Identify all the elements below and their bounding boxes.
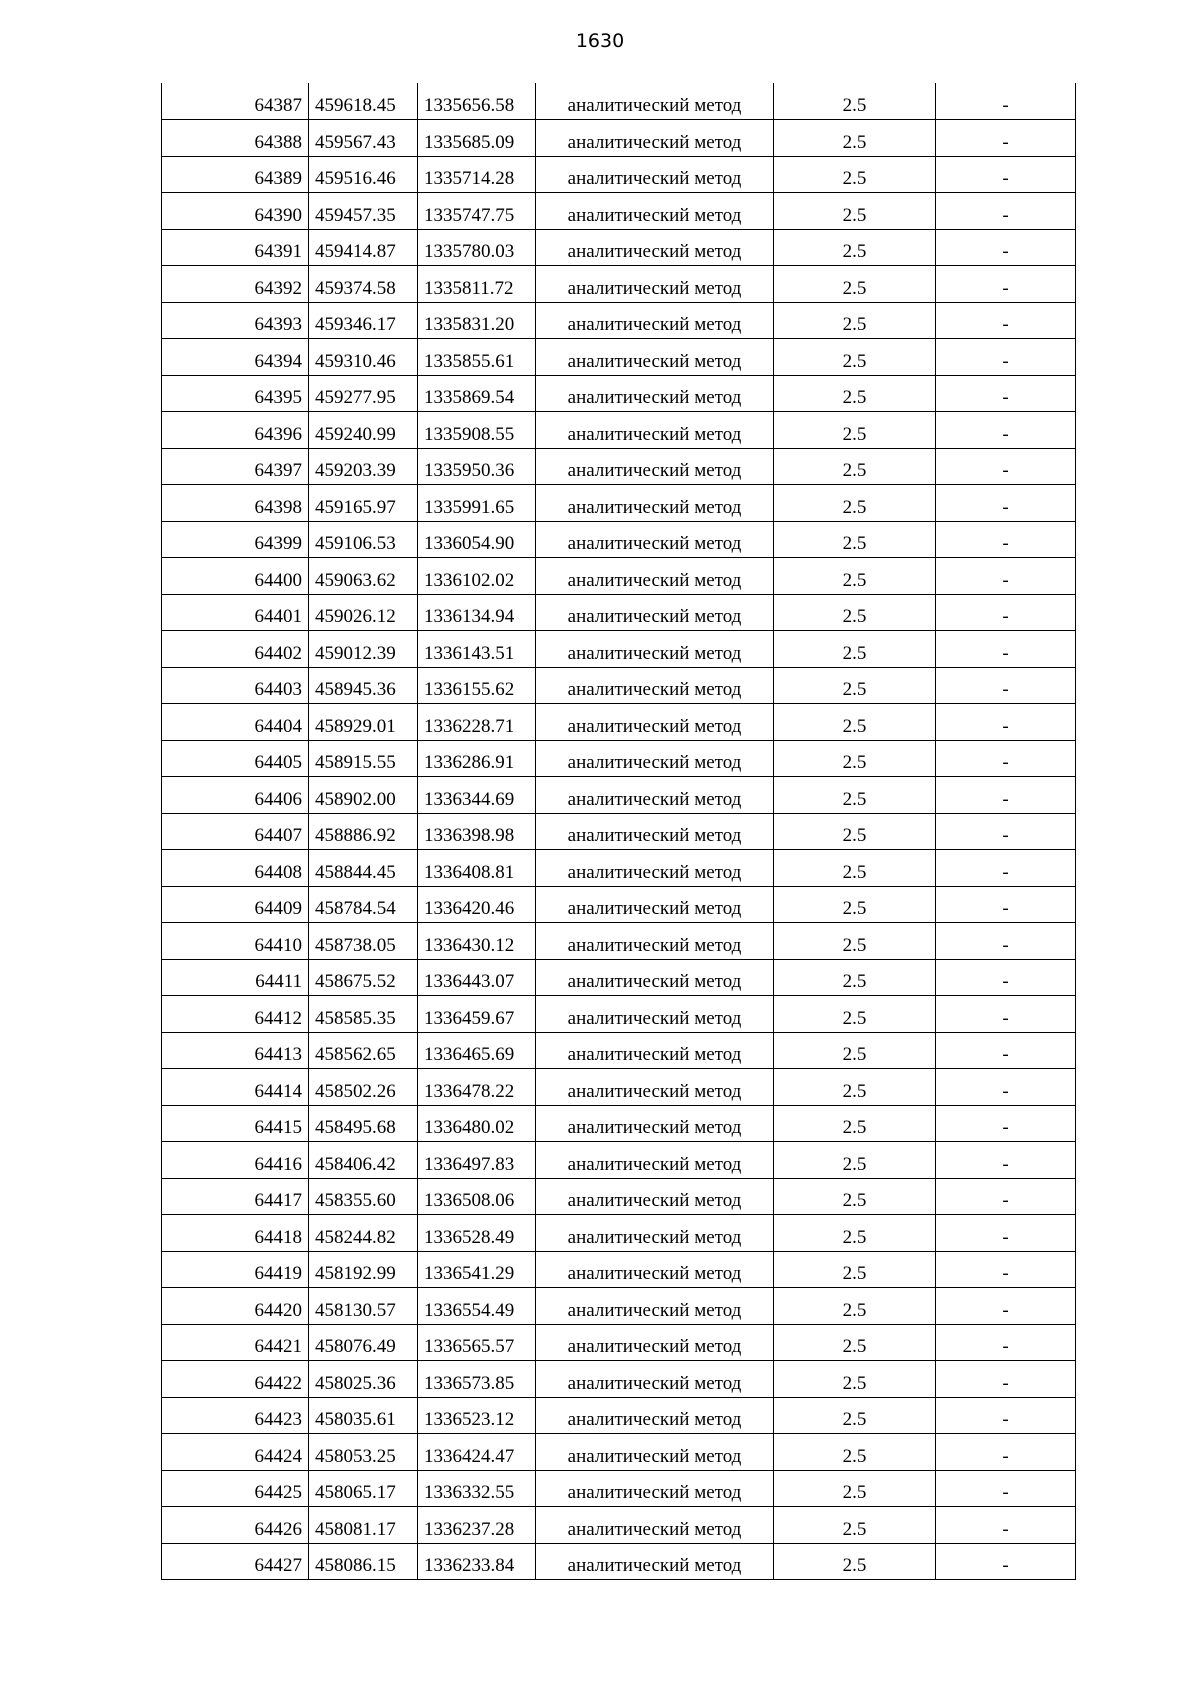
point-number-cell: 64405 [162, 740, 309, 777]
precision-cell: 2.5 [774, 448, 936, 485]
x-coordinate-cell: 459567.43 [309, 120, 418, 157]
note-cell: - [936, 1324, 1076, 1361]
precision-cell: 2.5 [774, 485, 936, 522]
precision-cell: 2.5 [774, 1142, 936, 1179]
y-coordinate-cell: 1335747.75 [418, 193, 536, 230]
point-number-cell: 64396 [162, 412, 309, 449]
note-cell: - [936, 1397, 1076, 1434]
note-cell: - [936, 1470, 1076, 1507]
table-row [162, 1105, 1076, 1142]
table-row [162, 1251, 1076, 1288]
table-row [162, 485, 1076, 522]
precision-cell: 2.5 [774, 412, 936, 449]
precision-cell: 2.5 [774, 1324, 936, 1361]
y-coordinate-cell: 1336528.49 [418, 1215, 536, 1252]
method-cell: аналитический метод [536, 850, 774, 887]
y-coordinate-cell: 1336233.84 [418, 1543, 536, 1580]
method-cell: аналитический метод [536, 193, 774, 230]
precision-cell: 2.5 [774, 1543, 936, 1580]
precision-cell: 2.5 [774, 1251, 936, 1288]
method-cell: аналитический метод [536, 156, 774, 193]
x-coordinate-cell: 459106.53 [309, 521, 418, 558]
note-cell: - [936, 448, 1076, 485]
note-cell: - [936, 266, 1076, 303]
y-coordinate-cell: 1336424.47 [418, 1434, 536, 1471]
note-cell: - [936, 1032, 1076, 1069]
table-row [162, 1288, 1076, 1325]
y-coordinate-cell: 1336228.71 [418, 704, 536, 741]
y-coordinate-cell: 1335950.36 [418, 448, 536, 485]
x-coordinate-cell: 458355.60 [309, 1178, 418, 1215]
precision-cell: 2.5 [774, 996, 936, 1033]
point-number-cell: 64398 [162, 485, 309, 522]
precision-cell: 2.5 [774, 594, 936, 631]
note-cell: - [936, 1288, 1076, 1325]
x-coordinate-cell: 458406.42 [309, 1142, 418, 1179]
point-number-cell: 64407 [162, 813, 309, 850]
x-coordinate-cell: 458738.05 [309, 923, 418, 960]
precision-cell: 2.5 [774, 1215, 936, 1252]
x-coordinate-cell: 459277.95 [309, 375, 418, 412]
method-cell: аналитический метод [536, 1178, 774, 1215]
table-row [162, 1470, 1076, 1507]
point-number-cell: 64389 [162, 156, 309, 193]
method-cell: аналитический метод [536, 996, 774, 1033]
precision-cell: 2.5 [774, 1069, 936, 1106]
point-number-cell: 64408 [162, 850, 309, 887]
method-cell: аналитический метод [536, 1361, 774, 1398]
precision-cell: 2.5 [774, 740, 936, 777]
note-cell: - [936, 631, 1076, 668]
y-coordinate-cell: 1336102.02 [418, 558, 536, 595]
table-row [162, 740, 1076, 777]
point-number-cell: 64424 [162, 1434, 309, 1471]
method-cell: аналитический метод [536, 1251, 774, 1288]
precision-cell: 2.5 [774, 1288, 936, 1325]
table-row [162, 558, 1076, 595]
x-coordinate-cell: 459165.97 [309, 485, 418, 522]
method-cell: аналитический метод [536, 704, 774, 741]
method-cell: аналитический метод [536, 375, 774, 412]
method-cell: аналитический метод [536, 1543, 774, 1580]
precision-cell: 2.5 [774, 156, 936, 193]
method-cell: аналитический метод [536, 740, 774, 777]
precision-cell: 2.5 [774, 923, 936, 960]
x-coordinate-cell: 458929.01 [309, 704, 418, 741]
y-coordinate-cell: 1336573.85 [418, 1361, 536, 1398]
point-number-cell: 64393 [162, 302, 309, 339]
note-cell: - [936, 1507, 1076, 1544]
x-coordinate-cell: 458065.17 [309, 1470, 418, 1507]
table-row [162, 594, 1076, 631]
point-number-cell: 64426 [162, 1507, 309, 1544]
x-coordinate-cell: 459374.58 [309, 266, 418, 303]
x-coordinate-cell: 458585.35 [309, 996, 418, 1033]
note-cell: - [936, 1434, 1076, 1471]
y-coordinate-cell: 1336134.94 [418, 594, 536, 631]
table-row [162, 850, 1076, 887]
point-number-cell: 64421 [162, 1324, 309, 1361]
x-coordinate-cell: 459618.45 [309, 83, 418, 120]
table-row [162, 959, 1076, 996]
note-cell: - [936, 229, 1076, 266]
y-coordinate-cell: 1336565.57 [418, 1324, 536, 1361]
method-cell: аналитический метод [536, 1397, 774, 1434]
note-cell: - [936, 302, 1076, 339]
y-coordinate-cell: 1336459.67 [418, 996, 536, 1033]
precision-cell: 2.5 [774, 631, 936, 668]
y-coordinate-cell: 1335991.65 [418, 485, 536, 522]
table-row [162, 1215, 1076, 1252]
note-cell: - [936, 594, 1076, 631]
note-cell: - [936, 485, 1076, 522]
method-cell: аналитический метод [536, 521, 774, 558]
point-number-cell: 64403 [162, 667, 309, 704]
y-coordinate-cell: 1335685.09 [418, 120, 536, 157]
point-number-cell: 64418 [162, 1215, 309, 1252]
point-number-cell: 64400 [162, 558, 309, 595]
table-row [162, 996, 1076, 1033]
precision-cell: 2.5 [774, 229, 936, 266]
method-cell: аналитический метод [536, 777, 774, 814]
table-row [162, 1543, 1076, 1580]
point-number-cell: 64404 [162, 704, 309, 741]
note-cell: - [936, 850, 1076, 887]
method-cell: аналитический метод [536, 594, 774, 631]
table-row [162, 339, 1076, 376]
precision-cell: 2.5 [774, 521, 936, 558]
precision-cell: 2.5 [774, 1434, 936, 1471]
note-cell: - [936, 558, 1076, 595]
precision-cell: 2.5 [774, 1178, 936, 1215]
y-coordinate-cell: 1336478.22 [418, 1069, 536, 1106]
note-cell: - [936, 813, 1076, 850]
x-coordinate-cell: 458025.36 [309, 1361, 418, 1398]
x-coordinate-cell: 459457.35 [309, 193, 418, 230]
x-coordinate-cell: 458086.15 [309, 1543, 418, 1580]
method-cell: аналитический метод [536, 813, 774, 850]
note-cell: - [936, 1215, 1076, 1252]
point-number-cell: 64395 [162, 375, 309, 412]
precision-cell: 2.5 [774, 850, 936, 887]
point-number-cell: 64423 [162, 1397, 309, 1434]
precision-cell: 2.5 [774, 886, 936, 923]
table-row [162, 156, 1076, 193]
x-coordinate-cell: 458076.49 [309, 1324, 418, 1361]
x-coordinate-cell: 458081.17 [309, 1507, 418, 1544]
precision-cell: 2.5 [774, 375, 936, 412]
note-cell: - [936, 1543, 1076, 1580]
y-coordinate-cell: 1336430.12 [418, 923, 536, 960]
point-number-cell: 64387 [162, 83, 309, 120]
precision-cell: 2.5 [774, 266, 936, 303]
precision-cell: 2.5 [774, 1361, 936, 1398]
method-cell: аналитический метод [536, 1215, 774, 1252]
table-row [162, 1142, 1076, 1179]
x-coordinate-cell: 458244.82 [309, 1215, 418, 1252]
y-coordinate-cell: 1336054.90 [418, 521, 536, 558]
note-cell: - [936, 704, 1076, 741]
table-row [162, 412, 1076, 449]
method-cell: аналитический метод [536, 1288, 774, 1325]
table-row [162, 83, 1076, 120]
method-cell: аналитический метод [536, 485, 774, 522]
table-row [162, 1361, 1076, 1398]
table-row [162, 1069, 1076, 1106]
y-coordinate-cell: 1336398.98 [418, 813, 536, 850]
point-number-cell: 64417 [162, 1178, 309, 1215]
point-number-cell: 64427 [162, 1543, 309, 1580]
precision-cell: 2.5 [774, 302, 936, 339]
method-cell: аналитический метод [536, 412, 774, 449]
x-coordinate-cell: 458562.65 [309, 1032, 418, 1069]
point-number-cell: 64401 [162, 594, 309, 631]
note-cell: - [936, 959, 1076, 996]
y-coordinate-cell: 1336237.28 [418, 1507, 536, 1544]
note-cell: - [936, 740, 1076, 777]
y-coordinate-cell: 1336420.46 [418, 886, 536, 923]
table-row [162, 813, 1076, 850]
coordinates-table [161, 83, 1076, 1580]
point-number-cell: 64388 [162, 120, 309, 157]
point-number-cell: 64425 [162, 1470, 309, 1507]
note-cell: - [936, 777, 1076, 814]
y-coordinate-cell: 1335831.20 [418, 302, 536, 339]
x-coordinate-cell: 459063.62 [309, 558, 418, 595]
point-number-cell: 64410 [162, 923, 309, 960]
method-cell: аналитический метод [536, 302, 774, 339]
x-coordinate-cell: 458902.00 [309, 777, 418, 814]
method-cell: аналитический метод [536, 558, 774, 595]
point-number-cell: 64399 [162, 521, 309, 558]
precision-cell: 2.5 [774, 777, 936, 814]
y-coordinate-cell: 1336523.12 [418, 1397, 536, 1434]
y-coordinate-cell: 1336344.69 [418, 777, 536, 814]
x-coordinate-cell: 458130.57 [309, 1288, 418, 1325]
precision-cell: 2.5 [774, 1032, 936, 1069]
point-number-cell: 64412 [162, 996, 309, 1033]
note-cell: - [936, 521, 1076, 558]
x-coordinate-cell: 458035.61 [309, 1397, 418, 1434]
table-row [162, 923, 1076, 960]
table-row [162, 1397, 1076, 1434]
point-number-cell: 64392 [162, 266, 309, 303]
page-number: 1630 [575, 30, 625, 52]
table-row [162, 302, 1076, 339]
table-row [162, 886, 1076, 923]
precision-cell: 2.5 [774, 1507, 936, 1544]
method-cell: аналитический метод [536, 120, 774, 157]
point-number-cell: 64414 [162, 1069, 309, 1106]
method-cell: аналитический метод [536, 1507, 774, 1544]
point-number-cell: 64411 [162, 959, 309, 996]
note-cell: - [936, 923, 1076, 960]
method-cell: аналитический метод [536, 959, 774, 996]
coordinates-table-body [162, 83, 1076, 1580]
x-coordinate-cell: 459414.87 [309, 229, 418, 266]
precision-cell: 2.5 [774, 813, 936, 850]
x-coordinate-cell: 458502.26 [309, 1069, 418, 1106]
precision-cell: 2.5 [774, 193, 936, 230]
y-coordinate-cell: 1335869.54 [418, 375, 536, 412]
note-cell: - [936, 193, 1076, 230]
point-number-cell: 64419 [162, 1251, 309, 1288]
precision-cell: 2.5 [774, 1105, 936, 1142]
y-coordinate-cell: 1335855.61 [418, 339, 536, 376]
x-coordinate-cell: 458495.68 [309, 1105, 418, 1142]
y-coordinate-cell: 1336508.06 [418, 1178, 536, 1215]
precision-cell: 2.5 [774, 667, 936, 704]
note-cell: - [936, 120, 1076, 157]
point-number-cell: 64422 [162, 1361, 309, 1398]
table-row [162, 1434, 1076, 1471]
table-row [162, 1032, 1076, 1069]
note-cell: - [936, 83, 1076, 120]
precision-cell: 2.5 [774, 83, 936, 120]
table-row [162, 120, 1076, 157]
note-cell: - [936, 1069, 1076, 1106]
y-coordinate-cell: 1336332.55 [418, 1470, 536, 1507]
point-number-cell: 64416 [162, 1142, 309, 1179]
point-number-cell: 64397 [162, 448, 309, 485]
point-number-cell: 64394 [162, 339, 309, 376]
precision-cell: 2.5 [774, 704, 936, 741]
note-cell: - [936, 996, 1076, 1033]
y-coordinate-cell: 1336408.81 [418, 850, 536, 887]
method-cell: аналитический метод [536, 886, 774, 923]
table-row [162, 704, 1076, 741]
note-cell: - [936, 339, 1076, 376]
y-coordinate-cell: 1336286.91 [418, 740, 536, 777]
note-cell: - [936, 1178, 1076, 1215]
point-number-cell: 64391 [162, 229, 309, 266]
x-coordinate-cell: 458945.36 [309, 667, 418, 704]
point-number-cell: 64415 [162, 1105, 309, 1142]
y-coordinate-cell: 1336480.02 [418, 1105, 536, 1142]
note-cell: - [936, 886, 1076, 923]
note-cell: - [936, 1361, 1076, 1398]
method-cell: аналитический метод [536, 266, 774, 303]
y-coordinate-cell: 1336554.49 [418, 1288, 536, 1325]
point-number-cell: 64409 [162, 886, 309, 923]
method-cell: аналитический метод [536, 229, 774, 266]
x-coordinate-cell: 458053.25 [309, 1434, 418, 1471]
precision-cell: 2.5 [774, 339, 936, 376]
table-row [162, 777, 1076, 814]
y-coordinate-cell: 1336465.69 [418, 1032, 536, 1069]
table-row [162, 266, 1076, 303]
method-cell: аналитический метод [536, 923, 774, 960]
point-number-cell: 64420 [162, 1288, 309, 1325]
x-coordinate-cell: 459240.99 [309, 412, 418, 449]
x-coordinate-cell: 458886.92 [309, 813, 418, 850]
table-row [162, 193, 1076, 230]
table-row [162, 521, 1076, 558]
method-cell: аналитический метод [536, 1105, 774, 1142]
table-row [162, 1178, 1076, 1215]
y-coordinate-cell: 1336155.62 [418, 667, 536, 704]
x-coordinate-cell: 458784.54 [309, 886, 418, 923]
precision-cell: 2.5 [774, 959, 936, 996]
y-coordinate-cell: 1336443.07 [418, 959, 536, 996]
method-cell: аналитический метод [536, 1434, 774, 1471]
y-coordinate-cell: 1336143.51 [418, 631, 536, 668]
point-number-cell: 64402 [162, 631, 309, 668]
y-coordinate-cell: 1335780.03 [418, 229, 536, 266]
y-coordinate-cell: 1336497.83 [418, 1142, 536, 1179]
method-cell: аналитический метод [536, 1142, 774, 1179]
note-cell: - [936, 412, 1076, 449]
y-coordinate-cell: 1335714.28 [418, 156, 536, 193]
method-cell: аналитический метод [536, 83, 774, 120]
method-cell: аналитический метод [536, 448, 774, 485]
method-cell: аналитический метод [536, 1470, 774, 1507]
precision-cell: 2.5 [774, 120, 936, 157]
method-cell: аналитический метод [536, 1069, 774, 1106]
x-coordinate-cell: 459346.17 [309, 302, 418, 339]
table-row [162, 448, 1076, 485]
note-cell: - [936, 1251, 1076, 1288]
x-coordinate-cell: 459516.46 [309, 156, 418, 193]
x-coordinate-cell: 458675.52 [309, 959, 418, 996]
note-cell: - [936, 1105, 1076, 1142]
method-cell: аналитический метод [536, 1032, 774, 1069]
method-cell: аналитический метод [536, 339, 774, 376]
point-number-cell: 64406 [162, 777, 309, 814]
x-coordinate-cell: 459203.39 [309, 448, 418, 485]
table-row [162, 229, 1076, 266]
table-row [162, 631, 1076, 668]
x-coordinate-cell: 459026.12 [309, 594, 418, 631]
precision-cell: 2.5 [774, 1397, 936, 1434]
note-cell: - [936, 156, 1076, 193]
x-coordinate-cell: 459012.39 [309, 631, 418, 668]
y-coordinate-cell: 1335811.72 [418, 266, 536, 303]
x-coordinate-cell: 459310.46 [309, 339, 418, 376]
precision-cell: 2.5 [774, 1470, 936, 1507]
table-row [162, 375, 1076, 412]
method-cell: аналитический метод [536, 667, 774, 704]
table-row [162, 667, 1076, 704]
point-number-cell: 64390 [162, 193, 309, 230]
y-coordinate-cell: 1335908.55 [418, 412, 536, 449]
table-row [162, 1324, 1076, 1361]
note-cell: - [936, 1142, 1076, 1179]
method-cell: аналитический метод [536, 1324, 774, 1361]
method-cell: аналитический метод [536, 631, 774, 668]
note-cell: - [936, 375, 1076, 412]
y-coordinate-cell: 1335656.58 [418, 83, 536, 120]
table-row [162, 1507, 1076, 1544]
x-coordinate-cell: 458915.55 [309, 740, 418, 777]
x-coordinate-cell: 458192.99 [309, 1251, 418, 1288]
note-cell: - [936, 667, 1076, 704]
precision-cell: 2.5 [774, 558, 936, 595]
point-number-cell: 64413 [162, 1032, 309, 1069]
y-coordinate-cell: 1336541.29 [418, 1251, 536, 1288]
x-coordinate-cell: 458844.45 [309, 850, 418, 887]
